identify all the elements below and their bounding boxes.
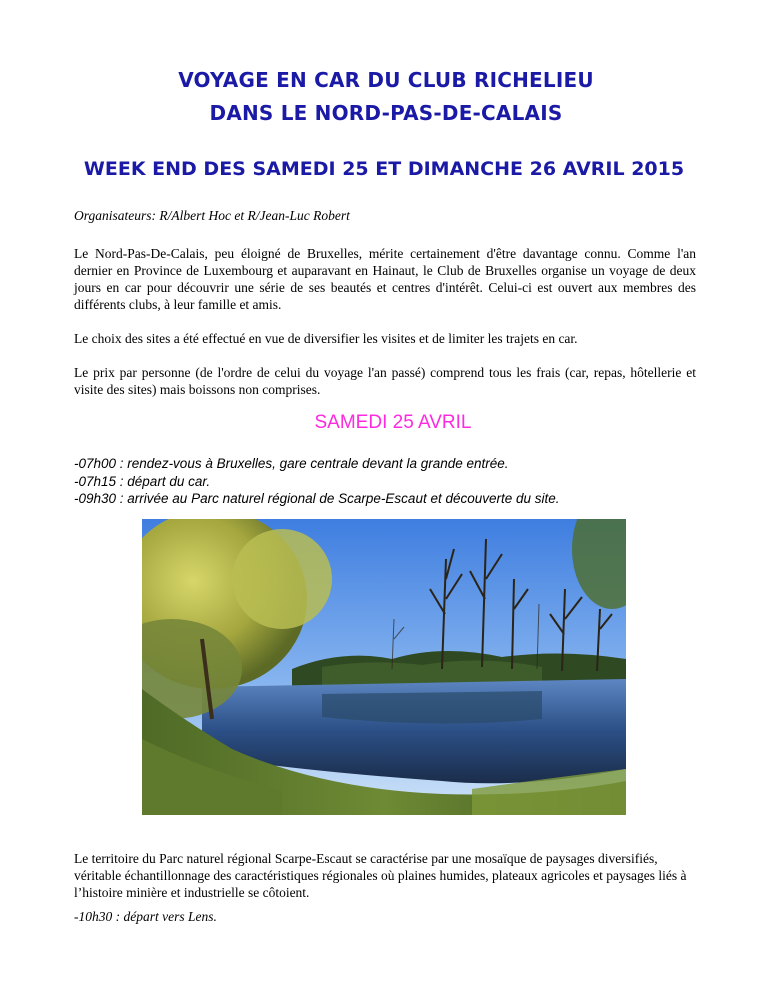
sites-paragraph: Le choix des sites a été effectué en vue de diversifier les visites et de limiter les trajets en car.: [74, 331, 578, 346]
park-landscape-photo: [142, 519, 626, 815]
schedule-item: -07h00 : rendez-vous à Bruxelles, gare centrale devant la grande entrée.: [74, 456, 509, 471]
weekend-subtitle: WEEK END DES SAMEDI 25 ET DIMANCHE 26 AVRIL 2015: [83, 158, 685, 180]
schedule-item: -07h15 : départ du car.: [74, 473, 211, 489]
park-description: Le territoire du Parc naturel régional Scarpe-Escaut se caractérise par une mosaïque de paysages diversifiés, véritable échantillonnage des caractéristiques régionales où plaines humides, plateaux agricoles et paysages liés à l’histoire minière et industrielle se côtoient.: [74, 851, 687, 900]
main-title-line1: VOYAGE EN CAR DU CLUB RICHELIEU: [178, 68, 594, 92]
next-step-line: -10h30 : départ vers Lens.: [74, 909, 217, 924]
intro-paragraph: Le Nord-Pas-De-Calais, peu éloigné de Bruxelles, mérite certainement d'être davantage connu. Comme l'an dernier en Province de Luxembourg et auparavant en Hainaut, le Club de Bruxelles organise un voyage de deux jours en car pour découvrir une série de ses beautés et centres d'intérêt. Celui-ci est ouvert aux membres des différents clubs, à leur famille et amis.: [74, 246, 696, 312]
organisers-line: Organisateurs: R/Albert Hoc et R/Jean-Luc Robert: [74, 208, 350, 223]
price-paragraph: Le prix par personne (de l'ordre de celui du voyage l'an passé) comprend tous les frais (car, repas, hôtellerie et visite des sites) mais boissons non comprises.: [74, 365, 696, 397]
schedule-item: -09h30 : arrivée au Parc naturel régional de Scarpe-Escaut et découverte du site.: [74, 491, 560, 506]
day1-schedule: [74, 455, 714, 508]
day1-title: SAMEDI 25 AVRIL: [314, 412, 472, 433]
main-title-line2: DANS LE NORD-PAS-DE-CALAIS: [209, 101, 563, 125]
